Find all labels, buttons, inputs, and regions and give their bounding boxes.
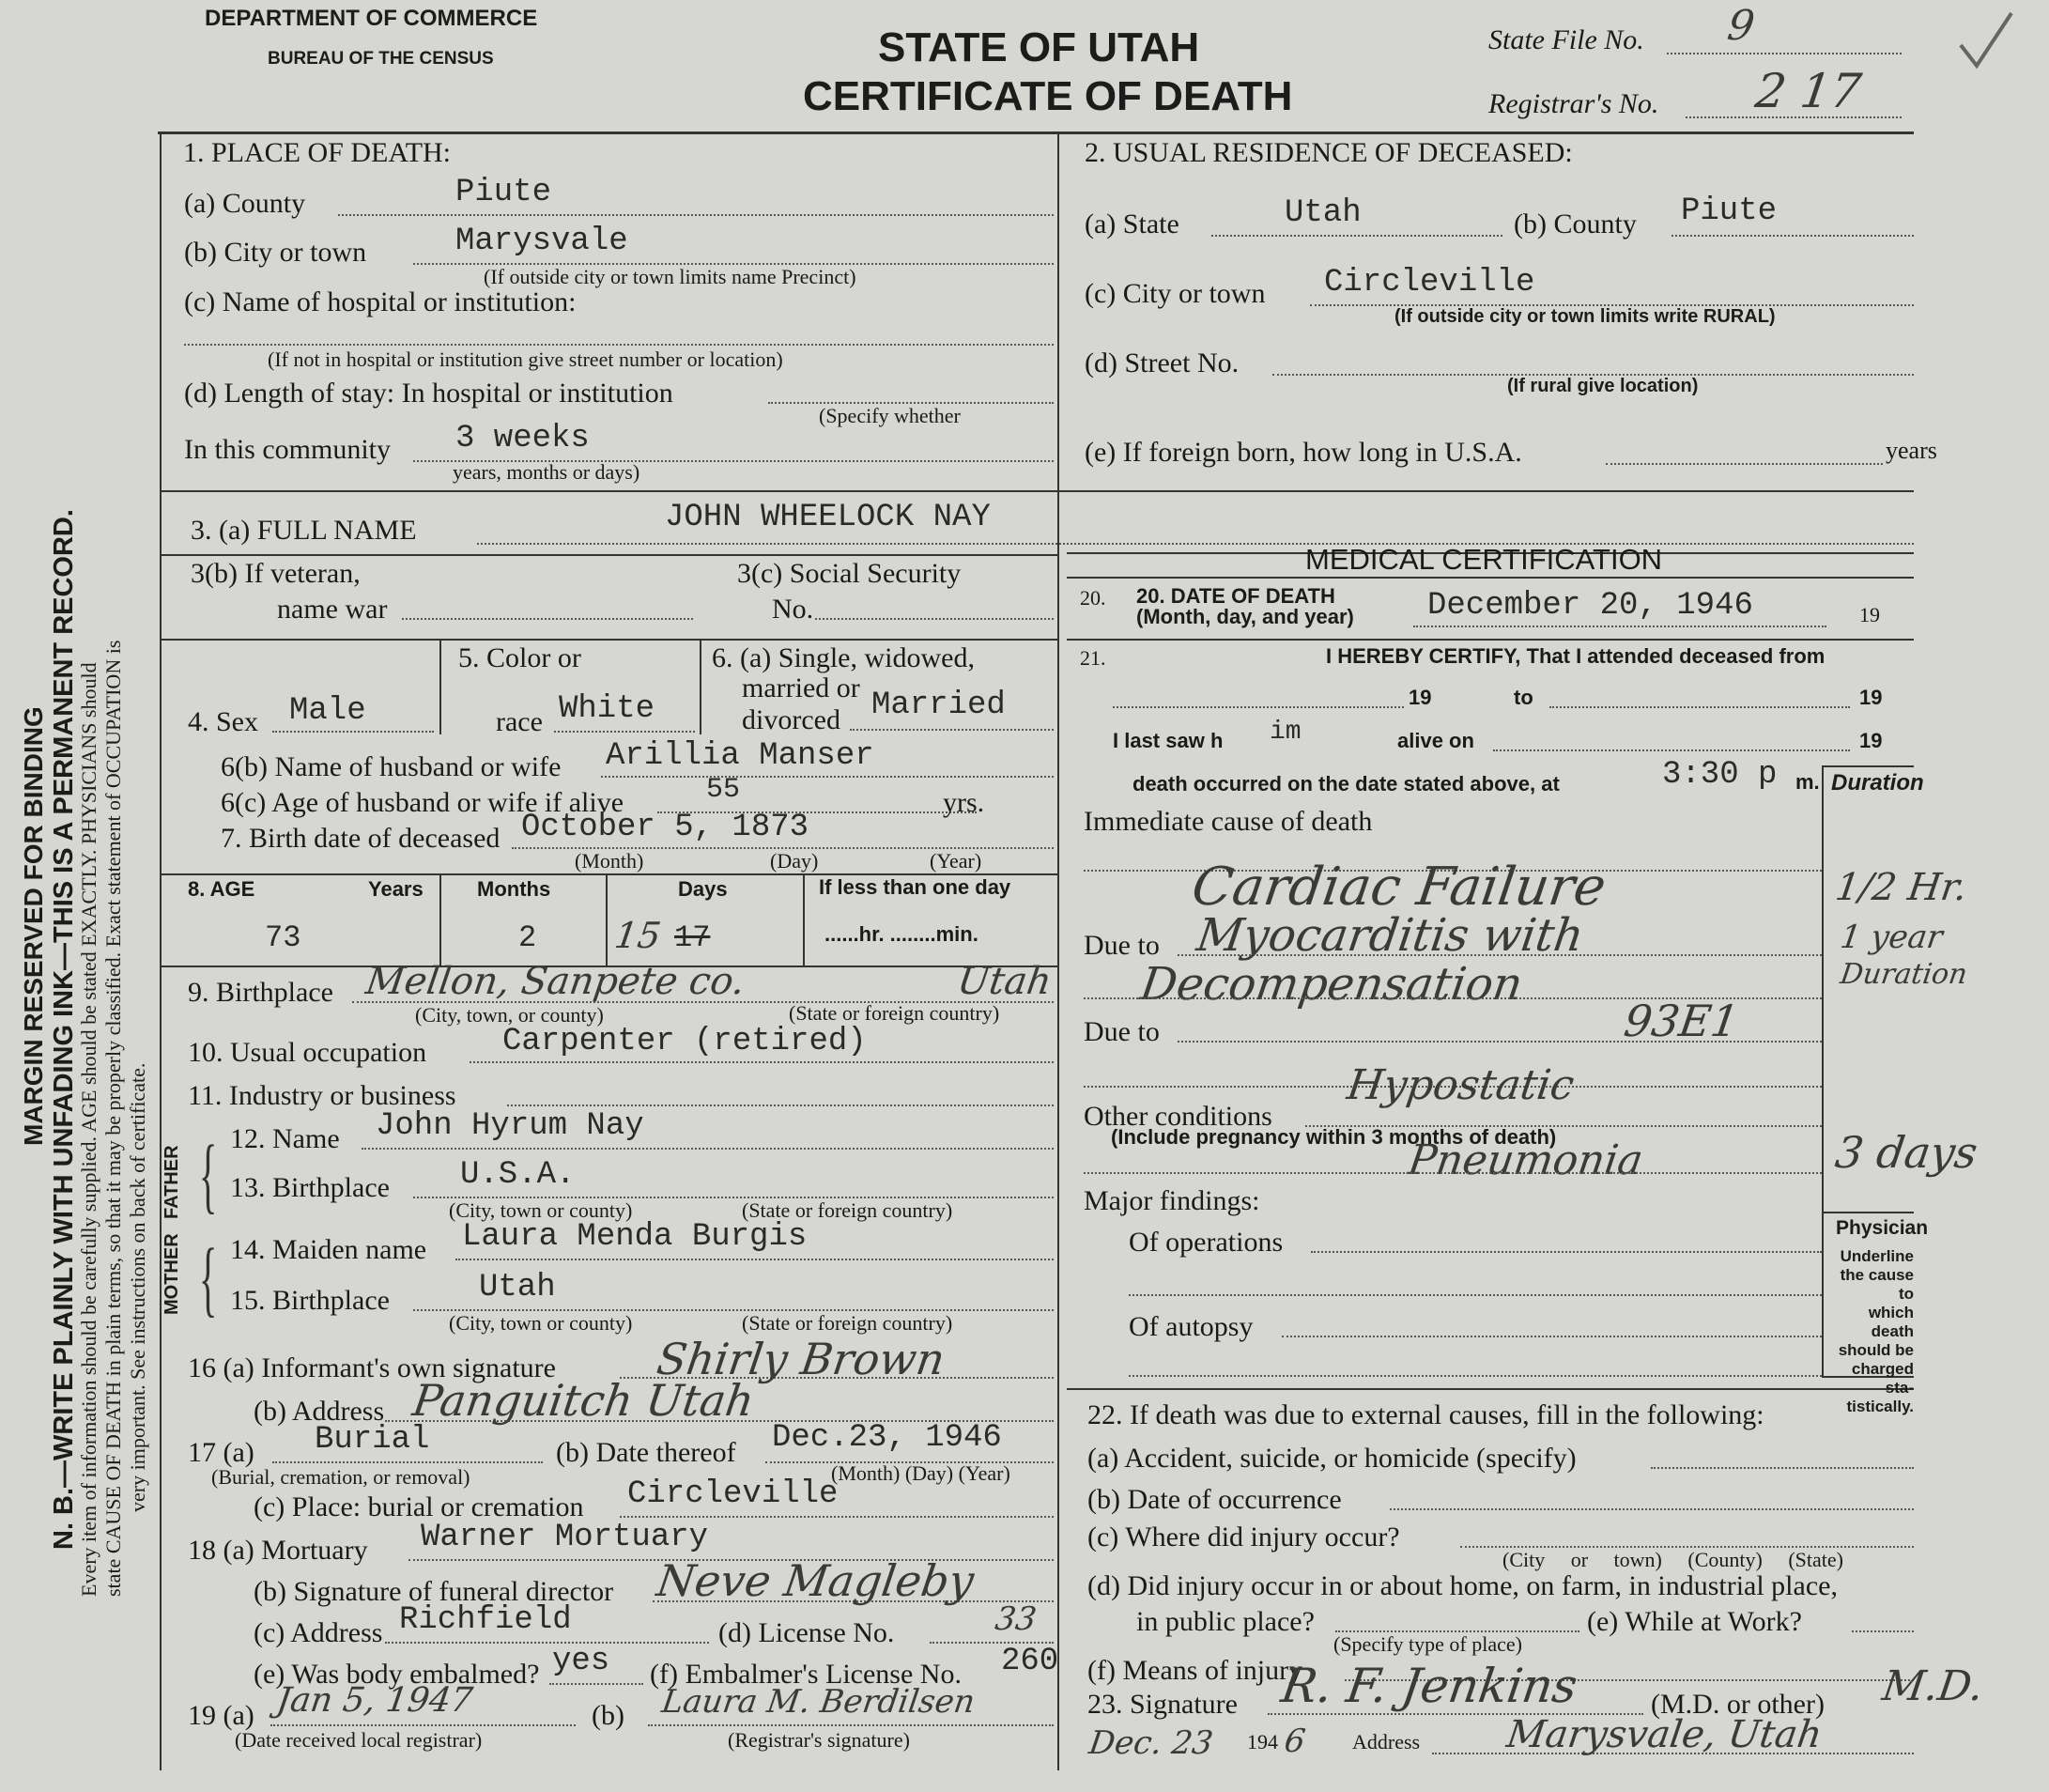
spouse-age-label: 6(c) Age of husband or wife if alive: [221, 787, 624, 818]
other-conditions-label: Other conditions: [1084, 1101, 1272, 1132]
alive-on-label: alive on: [1397, 729, 1474, 752]
residence-heading: 2. USUAL RESIDENCE OF DECEASED:: [1085, 137, 1573, 168]
industry-label: 11. Industry or business: [188, 1080, 456, 1111]
pod-county-label: (a) County: [184, 188, 306, 219]
informant-address: Panguitch Utah: [409, 1375, 758, 1426]
color-label: 5. Color or: [458, 642, 581, 673]
pod-hospital-label: (c) Name of hospital or institution:: [184, 286, 577, 317]
other-conditions-note: (Include pregnancy within 3 months of death): [1111, 1125, 1557, 1149]
funeral-director-sig-label: (b) Signature of funeral director: [254, 1576, 614, 1607]
immediate-cause-label: Immediate cause of death: [1084, 806, 1373, 837]
due-to-value-1b: Decompensation: [1137, 958, 1526, 1011]
res-city-label: (c) City or town: [1085, 278, 1266, 309]
death-time-value: 3:30 p: [1662, 757, 1778, 793]
margin-warning: N. B.—WRITE PLAINLY WITH UNFADING INK—THIS IS A PERMANENT RECORD.: [49, 509, 79, 1550]
margin-binding-note: MARGIN RESERVED FOR BINDING: [19, 706, 48, 1146]
last-saw-label: I last saw h: [1113, 729, 1224, 752]
age-years-label: Years: [368, 877, 424, 901]
department-label: DEPARTMENT OF COMMERCE: [205, 6, 538, 31]
signature-year-value: 6: [1282, 1722, 1308, 1760]
father-side-label: FATHER: [162, 1145, 182, 1219]
death-time-m: m.: [1795, 770, 1820, 794]
res-city-note: (If outside city or town limits write RURAL): [1394, 306, 1776, 327]
certify-text: I HEREBY CERTIFY, That I attended deceased from: [1326, 644, 1826, 668]
external-d: (d) Did injury occur in or about home, on farm, in industrial place,: [1087, 1570, 1838, 1601]
pod-ymd-note: years, months or days): [453, 460, 640, 484]
last-saw-him: im: [1270, 718, 1302, 747]
dod-label1: 20. DATE OF DEATH: [1136, 584, 1335, 608]
registrar-date-value: Jan 5, 1947: [274, 1681, 475, 1720]
immediate-cause-value: Cardiac Failure: [1188, 857, 1610, 918]
funeral-director-signature: Neve Magleby: [654, 1555, 978, 1606]
informant-sig-label: 16 (a) Informant's own signature: [188, 1352, 556, 1383]
informant-signature: Shirly Brown: [654, 1334, 948, 1384]
certify-to: to: [1514, 686, 1533, 709]
spouse-label: 6(b) Name of husband or wife: [221, 751, 562, 782]
full-name-label: 3. (a) FULL NAME: [191, 515, 417, 546]
margin-instruction-3: very important. See instructions on back of certificate.: [126, 1062, 149, 1512]
signature-label: 23. Signature: [1087, 1689, 1238, 1720]
external-c: (c) Where did injury occur?: [1087, 1522, 1400, 1553]
mother-city-note: (City, town or county): [449, 1311, 633, 1335]
mortuary-label: 18 (a) Mortuary: [188, 1535, 368, 1566]
place-of-death-heading: 1. PLACE OF DEATH:: [183, 137, 452, 168]
marital-label1: 6. (a) Single, widowed,: [712, 642, 975, 673]
burial-note: (Burial, cremation, or removal): [211, 1465, 470, 1489]
father-birthplace-value: U.S.A.: [460, 1157, 576, 1193]
registrar-signature-note: (Registrar's signature): [728, 1728, 910, 1752]
age-less-label: If less than one day: [819, 875, 1011, 899]
external-e: (e) While at Work?: [1587, 1606, 1802, 1637]
sex-value: Male: [289, 693, 366, 729]
pod-county-value: Piute: [455, 175, 552, 210]
burial-mdy-note: (Month) (Day) (Year): [831, 1461, 1010, 1485]
mother-state-note: (State or foreign country): [742, 1311, 953, 1335]
pod-community-label: In this community: [184, 434, 391, 465]
signature-address-label: Address: [1352, 1730, 1421, 1753]
external-c-note: (City or town) (County) (State): [1502, 1548, 1843, 1571]
dod-label2: (Month, day, and year): [1136, 605, 1354, 628]
father-name-value: John Hyrum Nay: [376, 1108, 644, 1144]
due-to-duration-1b: Duration: [1838, 958, 1970, 991]
marital-label2: married or: [742, 672, 860, 703]
burial-place-value: Circleville: [627, 1476, 839, 1512]
check-mark-icon: [1953, 8, 2019, 73]
pod-hospital-note: (If not in hospital or institution give street number or location): [268, 348, 783, 371]
birth-date-value: October 5, 1873: [521, 810, 809, 845]
occupation-label: 10. Usual occupation: [188, 1037, 427, 1068]
registrar-value: 2 17: [1751, 64, 1865, 118]
mother-side-label: MOTHER: [162, 1233, 182, 1315]
veteran-label: 3(b) If veteran,: [191, 558, 361, 589]
burial-value: Burial: [315, 1422, 430, 1458]
external-b: (b) Date of occurrence: [1087, 1484, 1342, 1515]
age-months-value: 2: [518, 920, 537, 955]
bureau-label: BUREAU OF THE CENSUS: [268, 49, 494, 69]
operations-label: Of operations: [1129, 1227, 1284, 1258]
spouse-value: Arillia Manser: [606, 738, 874, 774]
due-to-label-1: Due to: [1084, 930, 1160, 961]
classification-code: 93E1: [1621, 996, 1743, 1046]
res-city-value: Circleville: [1324, 265, 1535, 301]
margin-instruction-2: state CAUSE OF DEATH in plain terms, so that it may be properly classified. Exact statement of OCCUPATION is: [101, 640, 125, 1597]
birthplace-state-note: (State or foreign country): [789, 1001, 1000, 1025]
signature-year-label: 194: [1247, 1730, 1278, 1753]
certify-19b: 19: [1859, 686, 1883, 709]
informant-address-label: (b) Address: [254, 1396, 385, 1427]
external-d-note: (Specify type of place): [1333, 1632, 1522, 1656]
mother-birthplace-label: 15. Birthplace: [230, 1285, 390, 1316]
race-label: race: [496, 706, 543, 737]
birthplace-value: Mellon, Sanpete co.: [362, 960, 747, 1003]
birthplace-state: Utah: [954, 960, 1055, 1003]
burial-place-label: (c) Place: burial or cremation: [254, 1491, 584, 1522]
father-name-label: 12. Name: [230, 1123, 340, 1154]
mortuary-address-label: (c) Address: [254, 1617, 383, 1648]
birth-month-note: (Month): [575, 849, 644, 873]
alive-19: 19: [1859, 729, 1883, 752]
mother-maiden-label: 14. Maiden name: [230, 1234, 427, 1265]
age-years-value: 73: [265, 920, 301, 955]
certify-19a: 19: [1409, 686, 1432, 709]
father-city-note: (City, town or county): [449, 1198, 633, 1222]
license-label: (d) License No.: [718, 1617, 895, 1648]
veteran-label2: name war: [277, 594, 388, 625]
res-county-value: Piute: [1681, 193, 1778, 229]
pod-city-note: (If outside city or town limits name Precinct): [484, 265, 856, 288]
spouse-yrs-label: yrs.: [943, 787, 985, 818]
burial-date-value: Dec.23, 1946: [772, 1420, 1002, 1456]
age-hr-min: ......hr. ........min.: [824, 922, 978, 946]
embalmed-label: (e) Was body embalmed?: [254, 1659, 540, 1690]
mother-maiden-value: Laura Menda Burgis: [462, 1219, 808, 1255]
birth-day-note: (Day): [770, 849, 819, 873]
race-value: White: [559, 691, 655, 727]
immediate-duration: 1/2 Hr.: [1832, 866, 1970, 909]
res-state-label: (a) State: [1085, 209, 1179, 239]
due-to-label-2: Due to: [1084, 1016, 1160, 1047]
autopsy-label: Of autopsy: [1129, 1311, 1254, 1342]
pod-city-label: (b) City or town: [184, 237, 367, 268]
mother-brace: {: [198, 1232, 218, 1325]
birth-date-label: 7. Birth date of deceased: [221, 823, 501, 854]
age-months-label: Months: [477, 877, 551, 901]
burial-label: 17 (a): [188, 1437, 254, 1468]
res-county-label: (b) County: [1514, 209, 1637, 239]
other-conditions-value: Hypostatic: [1344, 1061, 1578, 1109]
signature-date: Dec. 23: [1086, 1724, 1216, 1762]
registrar-label: Registrar's No.: [1488, 88, 1659, 119]
birthplace-city-note: (City, town, or county): [415, 1003, 604, 1027]
res-state-value: Utah: [1285, 195, 1362, 231]
physician-title: Physician: [1836, 1217, 1929, 1239]
registrar-b-label: (b): [592, 1700, 624, 1731]
title-line1: STATE OF UTAH: [878, 24, 1200, 70]
external-heading: 22. If death was due to external causes, fill in the following:: [1087, 1399, 1764, 1430]
physician-note: Underline the cause to which death should be charged sta- tistically.: [1838, 1247, 1914, 1415]
dod-num: 20.: [1080, 586, 1106, 610]
embalmed-value: yes: [552, 1644, 610, 1679]
pod-community-value: 3 weeks: [455, 421, 590, 456]
external-f: (f) Means of injury: [1087, 1655, 1303, 1686]
full-name-value: JOHN WHEELOCK NAY: [665, 500, 991, 535]
age-days-struck: 17: [674, 920, 711, 955]
embalmer-license-value: 260: [1001, 1644, 1059, 1679]
registrar-date-note: (Date received local registrar): [235, 1728, 483, 1752]
mortuary-value: Warner Mortuary: [421, 1520, 709, 1555]
duration-heading: Duration: [1831, 770, 1924, 796]
due-to-duration-1: 1 year: [1838, 919, 1946, 956]
marital-value: Married: [871, 687, 1006, 723]
major-findings-label: Major findings:: [1084, 1185, 1260, 1216]
due-to-value-1: Myocarditis with: [1194, 909, 1587, 962]
ss-label2: No.: [772, 594, 814, 625]
pod-specify-note: (Specify whether: [819, 404, 961, 427]
birth-year-note: (Year): [930, 849, 982, 873]
other-conditions-duration: 3 days: [1832, 1127, 1981, 1178]
age-label: 8. AGE: [188, 877, 255, 901]
res-years-label: years: [1886, 437, 1937, 464]
ss-label: 3(c) Social Security: [737, 558, 962, 589]
pod-city-value: Marysvale: [455, 224, 628, 259]
age-days-value: 15: [611, 915, 664, 956]
margin-instruction-1: Every item of information should be carefully supplied. AGE should be stated EXACTLY. PHYSICIANS should: [77, 662, 100, 1597]
father-brace: {: [198, 1129, 218, 1222]
md-value: M.D.: [1879, 1662, 1987, 1710]
physician-signature: R. F. Jenkins: [1277, 1659, 1581, 1713]
external-a: (a) Accident, suicide, or homicide (specify): [1087, 1443, 1577, 1474]
dod-19: 19: [1859, 603, 1880, 626]
res-foreign-label: (e) If foreign born, how long in U.S.A.: [1085, 437, 1522, 468]
certify-num: 21.: [1080, 646, 1106, 670]
age-days-label: Days: [678, 877, 728, 901]
title-line2: CERTIFICATE OF DEATH: [803, 73, 1293, 119]
father-state-note: (State or foreign country): [742, 1198, 953, 1222]
marital-label3: divorced: [742, 704, 840, 735]
res-street-note: (If rural give location): [1507, 376, 1699, 396]
md-label: (M.D. or other): [1651, 1689, 1825, 1720]
dod-value: December 20, 1946: [1427, 588, 1753, 624]
registrar-signature: Laura M. Berdilsen: [659, 1683, 978, 1721]
res-street-label: (d) Street No.: [1085, 348, 1240, 378]
birthplace-label: 9. Birthplace: [188, 977, 333, 1008]
other-conditions-value-2: Pneumonia: [1405, 1136, 1646, 1184]
death-occurred-label: death occurred on the date stated above, at: [1132, 772, 1560, 796]
signature-address-value: Marysvale, Utah: [1503, 1713, 1826, 1756]
state-file-label: State File No.: [1488, 24, 1644, 55]
pod-stay-label: (d) Length of stay: In hospital or institution: [184, 378, 673, 409]
burial-date-label: (b) Date thereof: [556, 1437, 736, 1468]
external-d2: in public place?: [1136, 1606, 1315, 1637]
father-birthplace-label: 13. Birthplace: [230, 1172, 390, 1203]
sex-label: 4. Sex: [188, 706, 258, 737]
occupation-value: Carpenter (retired): [502, 1024, 867, 1059]
mortuary-address-value: Richfield: [399, 1602, 572, 1638]
license-value: 33: [993, 1600, 1040, 1638]
state-file-value: 9: [1724, 2, 1758, 50]
mother-birthplace-value: Utah: [479, 1270, 556, 1305]
embalmer-license-label: (f) Embalmer's License No.: [650, 1659, 962, 1690]
medical-heading: MEDICAL CERTIFICATION: [1305, 543, 1663, 576]
spouse-age-value: 55: [706, 774, 741, 806]
registrar-row-label: 19 (a): [188, 1700, 254, 1731]
